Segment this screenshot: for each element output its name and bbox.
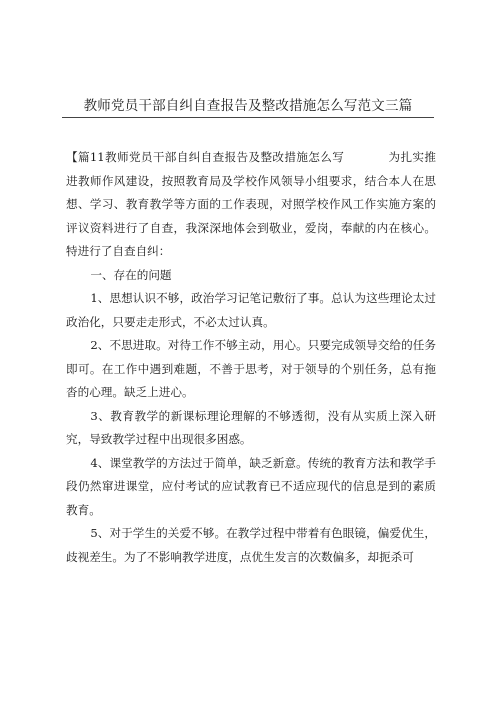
document-body <box>66 146 436 569</box>
body-paragraph-4: 4、课堂教学的方法过于简单，缺乏新意。传统的教育方法和教学手段仍然窜进课堂，应付考试的应试教育已不适应现代的信息是到的素质教育。 <box>66 455 436 517</box>
document-title: 教师党员干部自纠自查报告及整改措施怎么写范文三篇 <box>62 94 434 118</box>
body-paragraph-1: 1、思想认识不够，政治学习记笔记敷衍了事。总认为这些理论太过政治化，只要走走形式，不必太过认真。 <box>66 291 436 329</box>
body-paragraph-3: 3、教育教学的新课标理论理解的不够透彻，没有从实质上深入研究，导致教学过程中出现很多困惑。 <box>66 408 436 446</box>
body-paragraph-2: 2、不思进取。对待工作不够主动，用心。只要完成领导交给的任务即可。在工作中遇到难题，不善于思考，对于领导的个别任务，总有拖沓的心理。缺乏上进心。 <box>66 338 436 399</box>
section-heading: 一、存在的问题 <box>90 267 172 282</box>
intro-paragraph <box>66 146 436 264</box>
intro-text: 为扎实推进教师作风建设，按照教育局及学校作风领导小组要求，结合本人在思想、学习、教育教学等方面的工作表现，对照学校作风工作实施方案的评议资料进行了自查，我深深地体会到敬业，爱岗，奉献的内在核心。特进行了自查自纠： <box>66 150 436 258</box>
body-paragraph-5: 5、对于学生的关爱不够。在教学过程中带着有色眼镜，偏爱优生，歧视差生。为了不影响教学进度，点优生发言的次数偏多，却扼杀可 <box>66 526 436 564</box>
intro-label: 【篇11教师党员干部自纠自查报告及整改措施怎么写 <box>66 150 345 164</box>
